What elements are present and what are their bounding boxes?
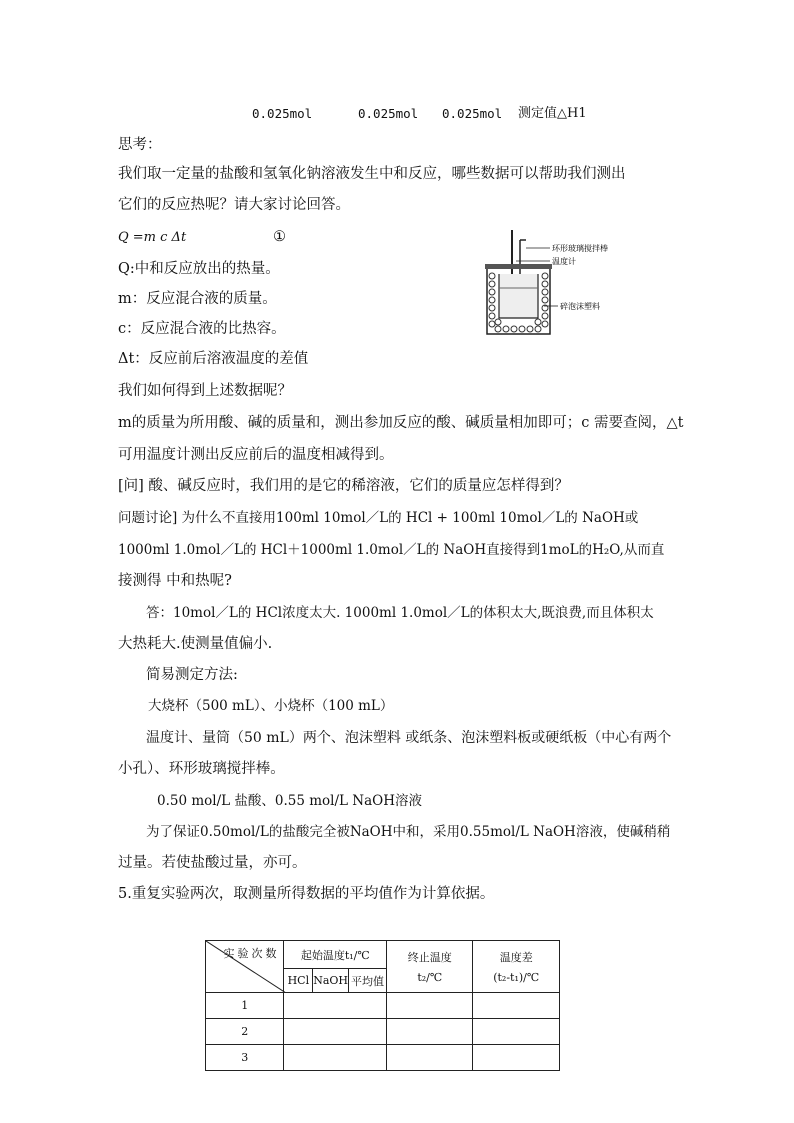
- sub-avg: 平均值: [349, 969, 387, 993]
- cell-diff: [473, 1019, 560, 1045]
- header-measured-value: 测定值△H1: [518, 106, 587, 121]
- equipment-line-3: 小孔）、环形玻璃搅拌棒。: [118, 761, 285, 777]
- answer-2-line-1: 答：10mol／L的 HCl浓度太大. 1000ml 1.0mol／L的体积太大,既浪费,而且体积太: [146, 605, 654, 621]
- discussion-line-1: 问题讨论] 为什么不直接用100ml 10mol／L的 HCl + 100ml 10mol／L的 NaOH或: [118, 510, 639, 526]
- definition-m: m：反应混合液的质量。: [118, 291, 277, 307]
- header-end-temp-unit: t₂/℃: [417, 971, 443, 984]
- header-diff-unit: (t₂-t₁)/℃: [493, 971, 540, 984]
- cell-end: [387, 1019, 473, 1045]
- cell-start: [284, 1045, 387, 1071]
- header-start-temp: 起始温度t₁/℃: [284, 941, 387, 969]
- answer-1-line-1: m的质量为所用酸、碱的质量和，测出参加反应的酸、碱质量相加即可；c 需要查阅，△t: [118, 415, 684, 431]
- formula-number: ①: [273, 229, 286, 245]
- reason-line-2: 过量。若使盐酸过量，亦可。: [118, 855, 307, 871]
- lid: [485, 264, 552, 269]
- header-mol-3: 0.025mol: [442, 106, 503, 121]
- row-label: 2: [206, 1019, 284, 1045]
- header-diff-temp: [473, 941, 560, 993]
- think-heading: 思考：: [118, 137, 162, 153]
- sub-naoh: NaOH: [313, 969, 349, 993]
- equipment-line-2: 温度计、量筒（50 mL）两个、泡沫塑料 或纸条、泡沫塑料板或硬纸板（中心有两个: [146, 730, 672, 746]
- header-end-temp: [387, 941, 473, 993]
- reason-line-1: 为了保证0.50mol/L的盐酸完全被NaOH中和，采用0.55mol/L NaOH溶液，使碱稍稍: [146, 824, 671, 840]
- question-line-1: 我们取一定量的盐酸和氢氧化钠溶液发生中和反应，哪些数据可以帮助我们测出: [118, 166, 626, 182]
- cell-start: [284, 1019, 387, 1045]
- reagents: 0.50 mol/L 盐酸、0.55 mol/L NaOH溶液: [157, 793, 423, 809]
- definition-c: c：反应混合液的比热容。: [118, 321, 286, 337]
- label-stirrer: 环形玻璃搅拌棒: [552, 244, 608, 253]
- question-line-2: 它们的反应热呢？请大家讨论回答。: [118, 197, 350, 213]
- discussion-line-3: 接测得 中和热呢?: [118, 573, 232, 589]
- cell-start: [284, 993, 387, 1019]
- sub-hcl: HCl: [284, 969, 313, 993]
- header-mol-2: 0.025mol: [358, 106, 419, 121]
- discussion-line-2: 1000ml 1.0mol／L的 HCl＋1000ml 1.0mol／L的 NaOH直接得到1moL的H₂O,从而直: [118, 542, 665, 558]
- header-mol-1: 0.025mol: [252, 106, 313, 121]
- row-label: 1: [206, 993, 284, 1019]
- formula: Q =m c Δt: [118, 230, 187, 245]
- cell-diff: [473, 1045, 560, 1071]
- equipment-line-1: 大烧杯（500 mL）、小烧杯（100 mL）: [148, 698, 394, 714]
- cell-end: [387, 1045, 473, 1071]
- answer-1-line-2: 可用温度计测出反应前后的温度相减得到。: [118, 447, 394, 463]
- row-label: 3: [206, 1045, 284, 1071]
- calorimeter-figure: [482, 226, 632, 341]
- label-foam: 碎泡沫塑料: [560, 302, 600, 311]
- label-thermometer: 温度计: [552, 257, 576, 266]
- step-5: 5.重复实验两次，取测量所得数据的平均值作为计算依据。: [118, 886, 495, 902]
- how-question: 我们如何得到上述数据呢？: [118, 383, 292, 399]
- definition-dt: Δt：反应前后溶液温度的差值: [118, 351, 309, 367]
- header-end-temp-label: 终止温度: [407, 951, 452, 964]
- ask-question: [问] 酸、碱反应时，我们用的是它的稀溶液，它们的质量应怎样得到？: [118, 478, 569, 494]
- definition-q: Q:中和反应放出的热量。: [118, 261, 280, 277]
- cell-end: [387, 993, 473, 1019]
- cell-diff: [473, 993, 560, 1019]
- small-beaker: [499, 274, 538, 318]
- method-heading: 简易测定方法:: [146, 667, 238, 683]
- data-table: [205, 940, 560, 1071]
- header-count: 实验次数: [223, 947, 280, 960]
- header-diff-label: 温度差: [499, 951, 533, 964]
- header-count-cell: [206, 941, 284, 993]
- answer-2-line-2: 大热耗大.使测量值偏小.: [118, 636, 273, 652]
